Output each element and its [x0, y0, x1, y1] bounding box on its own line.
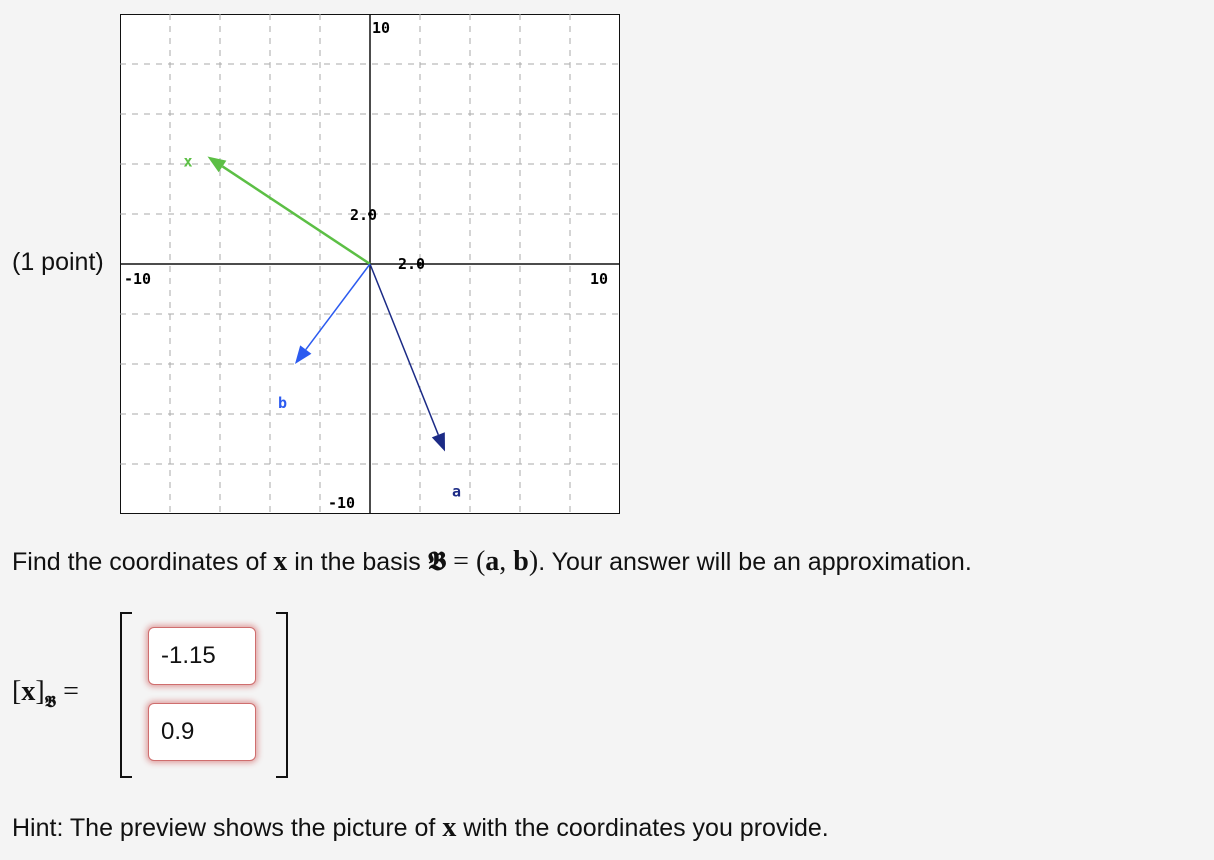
y-min-label: -10: [328, 494, 356, 512]
question-part: . Your answer will be an approximation.: [538, 548, 972, 576]
hint-text: [12, 812, 829, 844]
answer-basis-sub: 𝕭: [44, 691, 57, 711]
question-a: a: [485, 546, 500, 577]
question-x: x: [273, 546, 288, 577]
vector-a-label: a: [452, 482, 462, 501]
hint-part: with the coordinates you provide.: [456, 814, 829, 842]
x-tick-label: 2.0: [398, 255, 426, 273]
vector-x-label: x: [183, 152, 193, 171]
answer-input-2[interactable]: [148, 703, 256, 761]
points-label: (1 point): [12, 248, 104, 276]
y-max-label: 10: [372, 19, 391, 37]
basis-symbol: 𝕭: [427, 547, 447, 577]
answer-equals: =: [56, 676, 79, 707]
question-part: ): [528, 546, 539, 577]
answer-label: [12, 676, 79, 712]
answer-close-bracket: ]: [35, 676, 45, 707]
matrix-left-bracket: [120, 612, 132, 778]
answer-input-1[interactable]: [148, 627, 256, 685]
question-text: [12, 546, 972, 578]
hint-part: Hint: The preview shows the picture of: [12, 814, 443, 842]
x-min-label: -10: [124, 270, 152, 288]
question-part: Find the coordinates of: [12, 548, 274, 576]
answer-open-bracket: [: [12, 676, 22, 707]
x-max-label: 10: [590, 270, 609, 288]
answer-x: x: [21, 676, 36, 707]
question-part: = (: [446, 546, 486, 577]
question-part: in the basis: [287, 548, 428, 576]
y-tick-label: 2.0: [350, 206, 378, 224]
hint-x: x: [442, 812, 457, 843]
matrix-right-bracket: [276, 612, 288, 778]
question-b: b: [513, 546, 529, 577]
vector-b-label: b: [278, 394, 288, 412]
question-part: ,: [499, 546, 514, 577]
vector-graph: [120, 14, 620, 514]
